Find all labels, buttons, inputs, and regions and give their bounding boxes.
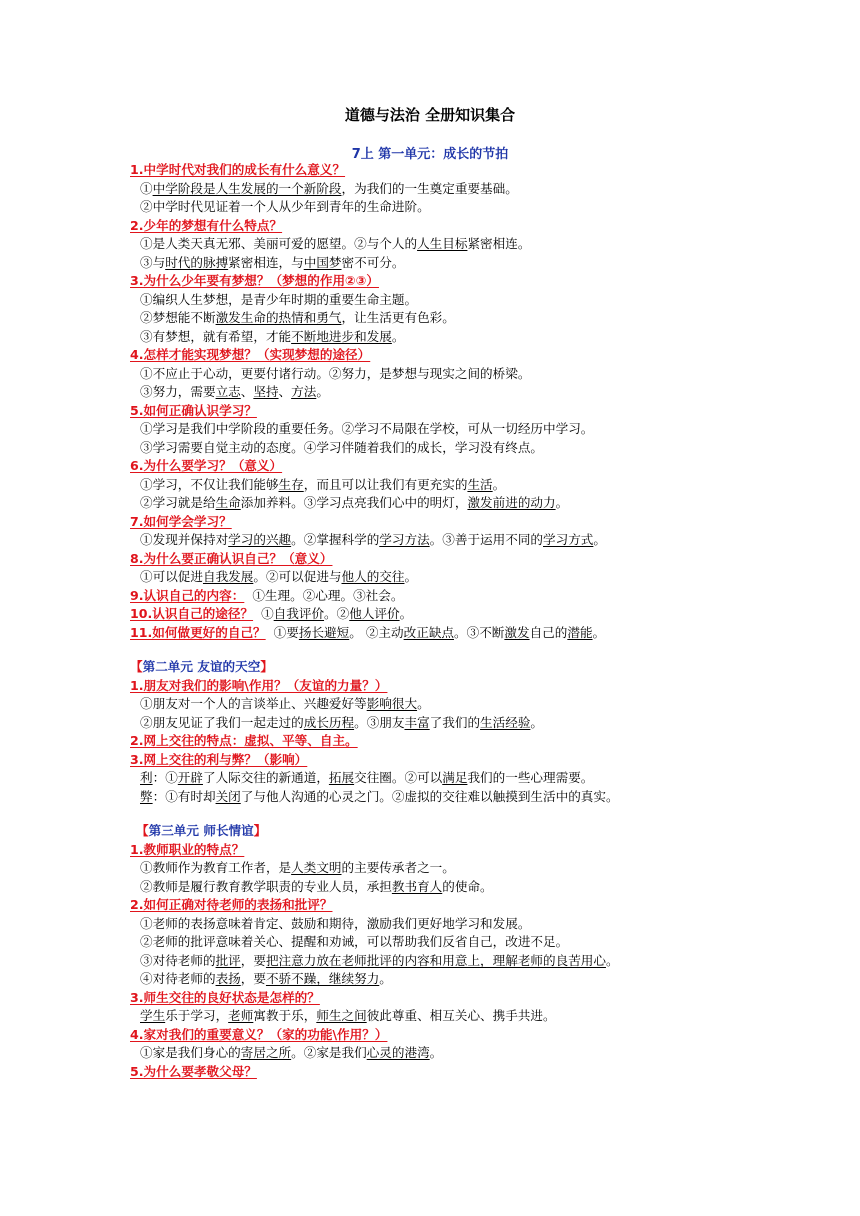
text-segment: 。 <box>530 714 543 730</box>
underlined-key-term: 把注意力放在老师批评的内容和用意上，理解老师的良苦用心 <box>265 952 606 968</box>
text-segment: ③努力，需要 <box>140 384 216 399</box>
text-segment: ①朋友对一个人的言谈举止、兴趣爱好等 <box>140 696 367 711</box>
text-segment: ①不应止于心动，更要付诸行动。②努力，是梦想与现实之间的桥梁。 <box>140 365 531 381</box>
text-segment: ① <box>140 180 153 196</box>
text-segment: ②学习就是给 <box>140 495 216 510</box>
text-segment: ：①有时却 <box>152 788 216 804</box>
underlined-key-term: 改正缺点 <box>403 624 454 640</box>
text-segment: 【 <box>130 659 143 674</box>
question-text: 6.为什么要学习？（意义） <box>130 458 283 473</box>
question-text: 1.朋友对我们的影响\作用？（友谊的力量？） <box>130 677 388 693</box>
question-text: 2.少年的梦想有什么特点？ <box>130 217 283 233</box>
underlined-key-term: 中学阶段是人生发展的一个新阶段 <box>152 180 342 196</box>
answer <box>130 198 830 217</box>
underlined-key-term: 自我发展 <box>202 569 254 584</box>
unit1-title: 7上 第一单元：成长的节拍 <box>351 147 509 162</box>
underlined-key-term: 批评 <box>215 952 241 968</box>
question <box>130 217 830 236</box>
answer <box>130 439 830 458</box>
text-segment: 了与他人沟通的心灵之门。②虚拟的交往难以触摸到生活中的真实。 <box>240 788 619 804</box>
text-segment: 、 <box>278 384 292 399</box>
answer <box>130 1044 830 1063</box>
text-segment: 我们的一些心理需要。 <box>467 770 594 785</box>
underlined-key-term: 学习方法 <box>379 532 430 547</box>
underlined-key-term: 人类文明 <box>291 860 342 875</box>
question <box>130 161 830 180</box>
text-segment: 。 <box>592 624 606 640</box>
text-segment: ④对待老师的 <box>140 971 216 986</box>
text-segment: ③有梦想，就有希望，才能 <box>140 328 292 344</box>
underlined-key-term: 坚持 <box>253 384 279 399</box>
underlined-key-term: 激发生命的热情和勇气 <box>215 310 342 325</box>
answer <box>130 531 830 550</box>
underlined-key-term: 满足 <box>442 770 468 785</box>
underlined-key-term: 生活 <box>467 476 493 492</box>
text-segment: 。 <box>417 696 430 711</box>
underlined-key-term: 生命 <box>215 495 241 510</box>
document-body <box>130 161 830 1081</box>
text-segment: 。 ②主动 <box>349 624 404 640</box>
question <box>130 841 830 860</box>
text-segment: 、 <box>240 384 254 399</box>
underlined-key-term: 老师 <box>228 1008 254 1023</box>
text-segment: 密不可分。 <box>341 254 405 270</box>
answer <box>130 365 830 384</box>
text-segment: 第三单元 师长情谊 <box>148 823 254 838</box>
unit2-title <box>130 658 830 677</box>
underlined-key-term: 丰富 <box>404 714 430 730</box>
question-text: 11.如何做更好的自己？ <box>130 624 266 640</box>
underlined-key-term: 学习的兴趣 <box>228 532 292 547</box>
answer <box>130 915 830 934</box>
text-segment: ：① <box>152 770 178 785</box>
underlined-key-term: 他人评价 <box>349 606 400 621</box>
text-segment: 添加养料。③学习点亮我们心中的明灯， <box>240 495 468 510</box>
question-text: 9.认识自己的内容： <box>130 587 245 603</box>
underlined-key-term: 利 <box>140 770 153 785</box>
question <box>130 677 830 696</box>
text-segment: 。 <box>391 328 405 344</box>
text-segment: ②梦想能不断 <box>140 310 216 325</box>
underlined-key-term: 弊 <box>140 788 153 804</box>
question <box>130 751 830 770</box>
underlined-key-term: 开辟 <box>177 770 203 785</box>
unit3-title <box>130 822 830 841</box>
question-text: 1.教师职业的特点？ <box>130 841 245 857</box>
text-segment: ①家是我们身心的 <box>140 1045 241 1060</box>
text-segment: 。 <box>399 606 413 621</box>
answer <box>130 494 830 513</box>
text-segment: ②中学时代见证着一个人从少年到青年的生命进阶。 <box>140 199 430 214</box>
text-segment: ①老师的表扬意味着肯定、鼓励和期待，激励我们更好地学习和发展。 <box>140 915 531 931</box>
question <box>130 1063 830 1082</box>
text-segment: ②教师是履行教育教学职责的专业人员，承担 <box>140 878 392 894</box>
question-text: 5.为什么要孝敬父母？ <box>130 1063 257 1079</box>
text-segment: ②老师的批评意味着关心、提醒和劝诫，可以帮助我们反省自己，改进不足。 <box>140 934 569 949</box>
text-segment: 。 <box>555 495 569 510</box>
text-segment: ，为我们的一生奠定重要基础。 <box>341 180 518 196</box>
underlined-key-term: 学生 <box>140 1008 166 1023</box>
text-segment: 紧密相连。 <box>467 236 531 251</box>
text-segment: ，而且可以让我们有更充实的 <box>303 476 468 492</box>
answer <box>130 420 830 439</box>
question <box>130 402 830 421</box>
question <box>130 624 830 643</box>
question <box>130 896 830 915</box>
text-segment: ③学习需要自觉主动的态度。④学习伴随着我们的成长，学习没有终点。 <box>140 439 543 455</box>
text-segment: 。 <box>593 532 606 547</box>
question-text: 2.网上交往的特点：虚拟、平等、自主。 <box>130 733 358 748</box>
text-segment: 。 <box>379 971 392 986</box>
underlined-key-term: 寄居之所 <box>240 1045 292 1060</box>
text-segment: ①教师作为教育工作者，是 <box>140 860 292 875</box>
underlined-key-term: 自我评价 <box>273 606 325 621</box>
answer <box>130 952 830 971</box>
question-text: 7.如何学会学习？ <box>130 513 232 529</box>
answer <box>130 970 830 989</box>
underlined-key-term: 教书育人 <box>391 878 443 894</box>
text-segment: 。 <box>404 569 418 584</box>
answer <box>130 291 830 310</box>
question <box>130 732 830 751</box>
underlined-key-term: 不断地进步和发展 <box>291 328 392 344</box>
text-segment: 紧密相连，与 <box>228 254 304 270</box>
underlined-key-term: 表扬 <box>215 971 241 986</box>
text-segment: ，要 <box>240 971 266 986</box>
answer <box>130 769 830 788</box>
text-segment: 第二单元 友谊的天空 <box>142 659 261 674</box>
text-segment: ①学习是我们中学阶段的重要任务。②学习不局限在学校，可从一切经历中学习。 <box>140 421 594 436</box>
text-segment: 【 <box>136 823 149 838</box>
text-segment: 。 <box>605 952 619 968</box>
answer <box>130 180 830 199</box>
question-text: 3.师生交往的良好状态是怎样的？ <box>130 989 320 1005</box>
text-segment: 的使命。 <box>442 878 493 894</box>
question-text: 4.家对我们的重要意义？（家的功能\作用？） <box>130 1026 388 1042</box>
text-segment: ①生理。②心理。③社会。 <box>252 587 404 603</box>
underlined-key-term: 拓展 <box>328 770 355 785</box>
text-segment: ③对待老师的 <box>140 952 216 968</box>
underlined-key-term: 人生目标 <box>417 236 468 251</box>
text-segment: 。③不断 <box>454 624 505 640</box>
answer <box>130 695 830 714</box>
text-segment: 了人际交往的新通道， <box>202 770 329 785</box>
underlined-key-term: 他人的交往 <box>341 569 405 584</box>
underlined-key-term: 成长历程 <box>303 714 355 730</box>
answer <box>130 878 830 897</box>
question <box>130 457 830 476</box>
question-text: 10.认识自己的途径？ <box>130 606 254 621</box>
answer <box>130 568 830 587</box>
text-segment: 寓教于乐， <box>253 1008 317 1023</box>
text-segment: 了我们的 <box>429 714 481 730</box>
text-segment: ①是人类天真无邪、美丽可爱的愿望。②与个人的 <box>140 236 418 251</box>
underlined-key-term: 时代的脉搏 <box>165 254 229 270</box>
underlined-key-term: 潜能 <box>567 624 593 640</box>
text-segment: 乐于学习， <box>165 1008 229 1023</box>
underlined-key-term: 扬长避短 <box>298 624 350 640</box>
text-segment: ①编织人生梦想，是青少年时期的重要生命主题。 <box>140 291 418 307</box>
underlined-key-term: 中国梦 <box>303 254 342 270</box>
answer <box>130 328 830 347</box>
text-segment: ①学习，不仅让我们能够 <box>140 476 279 492</box>
underlined-key-term: 关闭 <box>215 788 241 804</box>
text-segment: ③与 <box>140 254 166 270</box>
underlined-key-term: 师生之间 <box>316 1008 367 1023</box>
text-segment: 。 <box>429 1045 443 1060</box>
text-segment: 。②家是我们 <box>291 1045 367 1060</box>
text-segment: 。③朋友 <box>354 714 405 730</box>
text-segment: 自己的 <box>529 624 568 640</box>
text-segment: 交往圈。②可以 <box>354 770 443 785</box>
question-text: 3.为什么少年要有梦想？（梦想的作用②③） <box>130 273 379 288</box>
underlined-key-term: 激发 <box>504 624 530 640</box>
underlined-key-term: 学习方式 <box>543 532 594 547</box>
question <box>130 587 830 606</box>
text-segment: 】 <box>253 823 267 838</box>
answer <box>130 254 830 273</box>
question-text: 4.怎样才能实现梦想？（实现梦想的途径） <box>130 347 371 362</box>
underlined-key-term: 激发前进的动力 <box>467 495 556 510</box>
answer <box>130 383 830 402</box>
text-segment: ①要 <box>273 624 299 640</box>
underlined-key-term: 不骄不躁，继续努力 <box>265 971 380 986</box>
answer <box>130 859 830 878</box>
text-segment: 】 <box>260 659 273 674</box>
answer <box>130 235 830 254</box>
text-segment: 。②掌握科学的 <box>291 532 380 547</box>
underlined-key-term: 方法 <box>291 384 317 399</box>
underlined-key-term: 立志 <box>215 384 241 399</box>
answer <box>130 933 830 952</box>
underlined-key-term: 生存 <box>278 476 304 492</box>
text-segment: ①发现并保持对 <box>140 532 229 547</box>
text-segment: 。③善于运用不同的 <box>429 532 543 547</box>
question-text: 8.为什么要正确认识自己？（意义） <box>130 550 333 566</box>
text-segment: ① <box>261 606 274 621</box>
text-segment: 。② <box>324 606 350 621</box>
text-segment: ②朋友见证了我们一起走过的 <box>140 714 304 730</box>
question-text: 5.如何正确认识学习？ <box>130 402 257 418</box>
question <box>130 272 830 291</box>
answer <box>130 788 830 807</box>
question-text: 3.网上交往的利与弊？（影响） <box>130 751 308 767</box>
question-text: 2.如何正确对待老师的表扬和批评？ <box>130 897 333 912</box>
question <box>130 989 830 1008</box>
question <box>130 1026 830 1045</box>
question-text: 1.中学时代对我们的成长有什么意义？ <box>130 162 346 177</box>
question <box>130 346 830 365</box>
text-segment: ，让生活更有色彩。 <box>341 310 455 325</box>
answer <box>130 476 830 495</box>
answer <box>130 1007 830 1026</box>
answer <box>130 714 830 733</box>
text-segment: ，要 <box>240 952 266 968</box>
question <box>130 513 830 532</box>
text-segment: 的主要传承者之一。 <box>341 860 455 875</box>
underlined-key-term: 生活经验 <box>480 714 531 730</box>
document-title: 道德与法治 全册知识集合 <box>344 106 516 124</box>
underlined-key-term: 心灵的港湾 <box>366 1045 430 1060</box>
text-segment: 。②可以促进与 <box>253 569 342 584</box>
question <box>130 605 830 624</box>
answer <box>130 309 830 328</box>
underlined-key-term: 影响很大 <box>366 696 418 711</box>
text-segment: 。 <box>316 384 329 399</box>
text-segment: 彼此尊重、相互关心、携手共进。 <box>366 1008 556 1023</box>
text-segment: 。 <box>492 476 506 492</box>
text-segment: ①可以促进 <box>140 569 203 584</box>
question <box>130 550 830 569</box>
